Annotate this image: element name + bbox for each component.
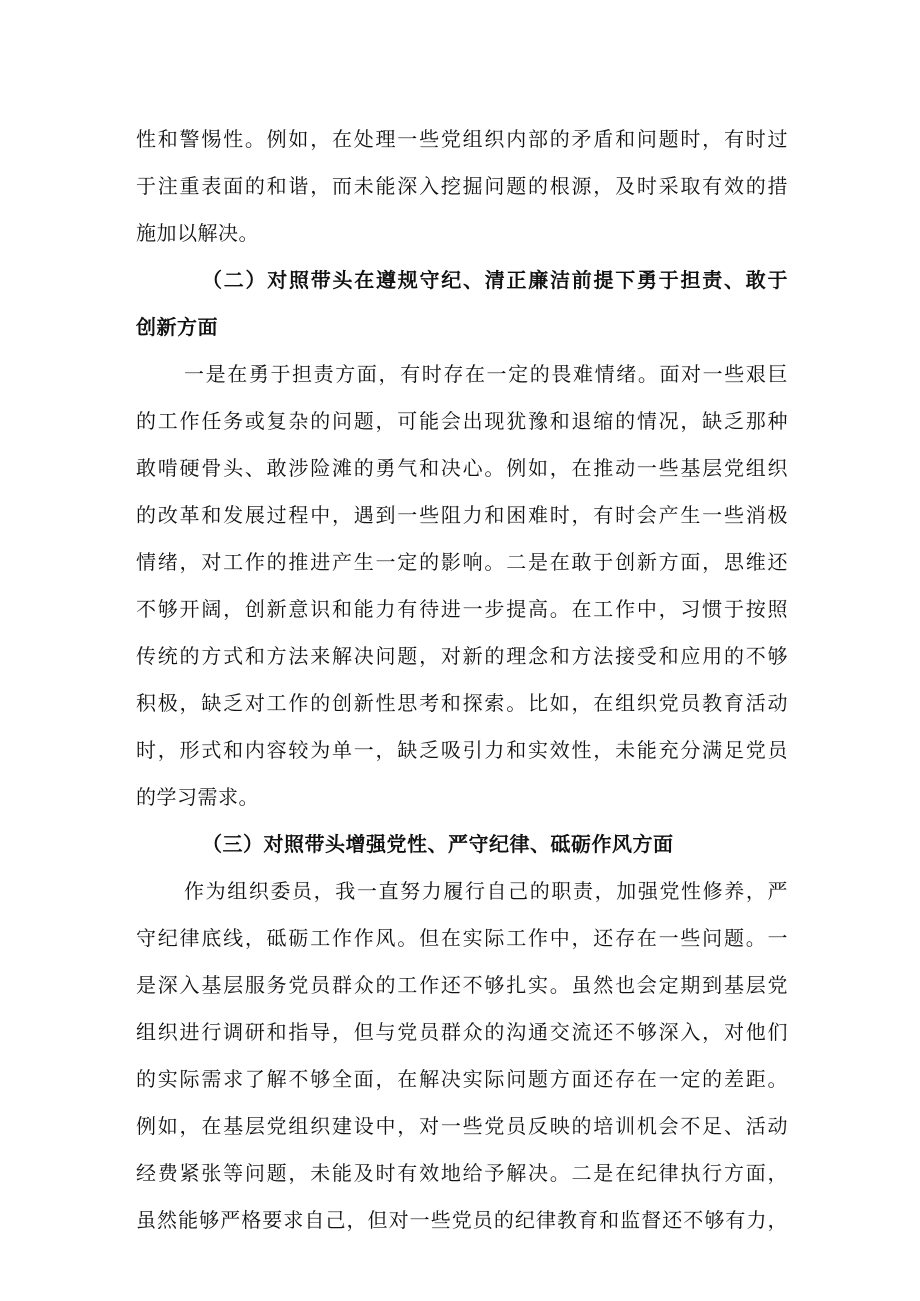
section-heading-2-continuation: 创新方面: [136, 315, 218, 339]
paragraph-line: 经费紧张等问题，未能及时有效地给予解决。二是在纪律执行方面，: [136, 1161, 788, 1185]
paragraph-line: 守纪律底线，砥砺工作作风。但在实际工作中，还存在一些问题。一: [136, 926, 788, 950]
paragraph-line: 作为组织委员，我一直努力履行自己的职责，加强党性修养，严: [184, 879, 788, 903]
paragraph-line: 积极，缺乏对工作的创新性思考和探索。比如，在组织党员教育活动: [136, 691, 788, 715]
paragraph-line: 一是在勇于担责方面，有时存在一定的畏难情绪。面对一些艰巨: [184, 362, 788, 386]
section-heading-3: （三）对照带头增强党性、严守纪律、砥砺作风方面: [202, 832, 674, 856]
paragraph-line: 例如，在基层党组织建设中，对一些党员反映的培训机会不足、活动: [136, 1114, 788, 1138]
paragraph-line: 敢啃硬骨头、敢涉险滩的勇气和决心。例如，在推动一些基层党组织: [136, 456, 788, 480]
paragraph-line: 是深入基层服务党员群众的工作还不够扎实。虽然也会定期到基层党: [136, 973, 788, 997]
paragraph-line: 的改革和发展过程中，遇到一些阻力和困难时，有时会产生一些消极: [136, 503, 788, 527]
paragraph-line: 施加以解决。: [136, 221, 259, 245]
document-body: [136, 116, 788, 1244]
paragraph-line: 的工作任务或复杂的问题，可能会出现犹豫和退缩的情况，缺乏那种: [136, 409, 788, 433]
paragraph-line: 不够开阔，创新意识和能力有待进一步提高。在工作中，习惯于按照: [136, 597, 788, 621]
paragraph-line: 情绪，对工作的推进产生一定的影响。二是在敢于创新方面，思维还: [136, 550, 788, 574]
paragraph-line: 虽然能够严格要求自己，但对一些党员的纪律教育和监督还不够有力，: [136, 1208, 788, 1232]
paragraph-line: 性和警惕性。例如，在处理一些党组织内部的矛盾和问题时，有时过: [136, 127, 788, 151]
paragraph-line: 于注重表面的和谐，而未能深入挖掘问题的根源，及时采取有效的措: [136, 174, 788, 198]
paragraph-line: 的实际需求了解不够全面，在解决实际问题方面还存在一定的差距。: [136, 1067, 788, 1091]
paragraph-line: 组织进行调研和指导，但与党员群众的沟通交流还不够深入，对他们: [136, 1020, 788, 1044]
paragraph-line: 时，形式和内容较为单一，缺乏吸引力和实效性，未能充分满足党员: [136, 738, 788, 762]
section-heading-2: （二）对照带头在遵规守纪、清正廉洁前提下勇于担责、敢于: [202, 268, 788, 292]
paragraph-line: 的学习需求。: [136, 785, 259, 809]
paragraph-line: 传统的方式和方法来解决问题，对新的理念和方法接受和应用的不够: [136, 644, 788, 668]
